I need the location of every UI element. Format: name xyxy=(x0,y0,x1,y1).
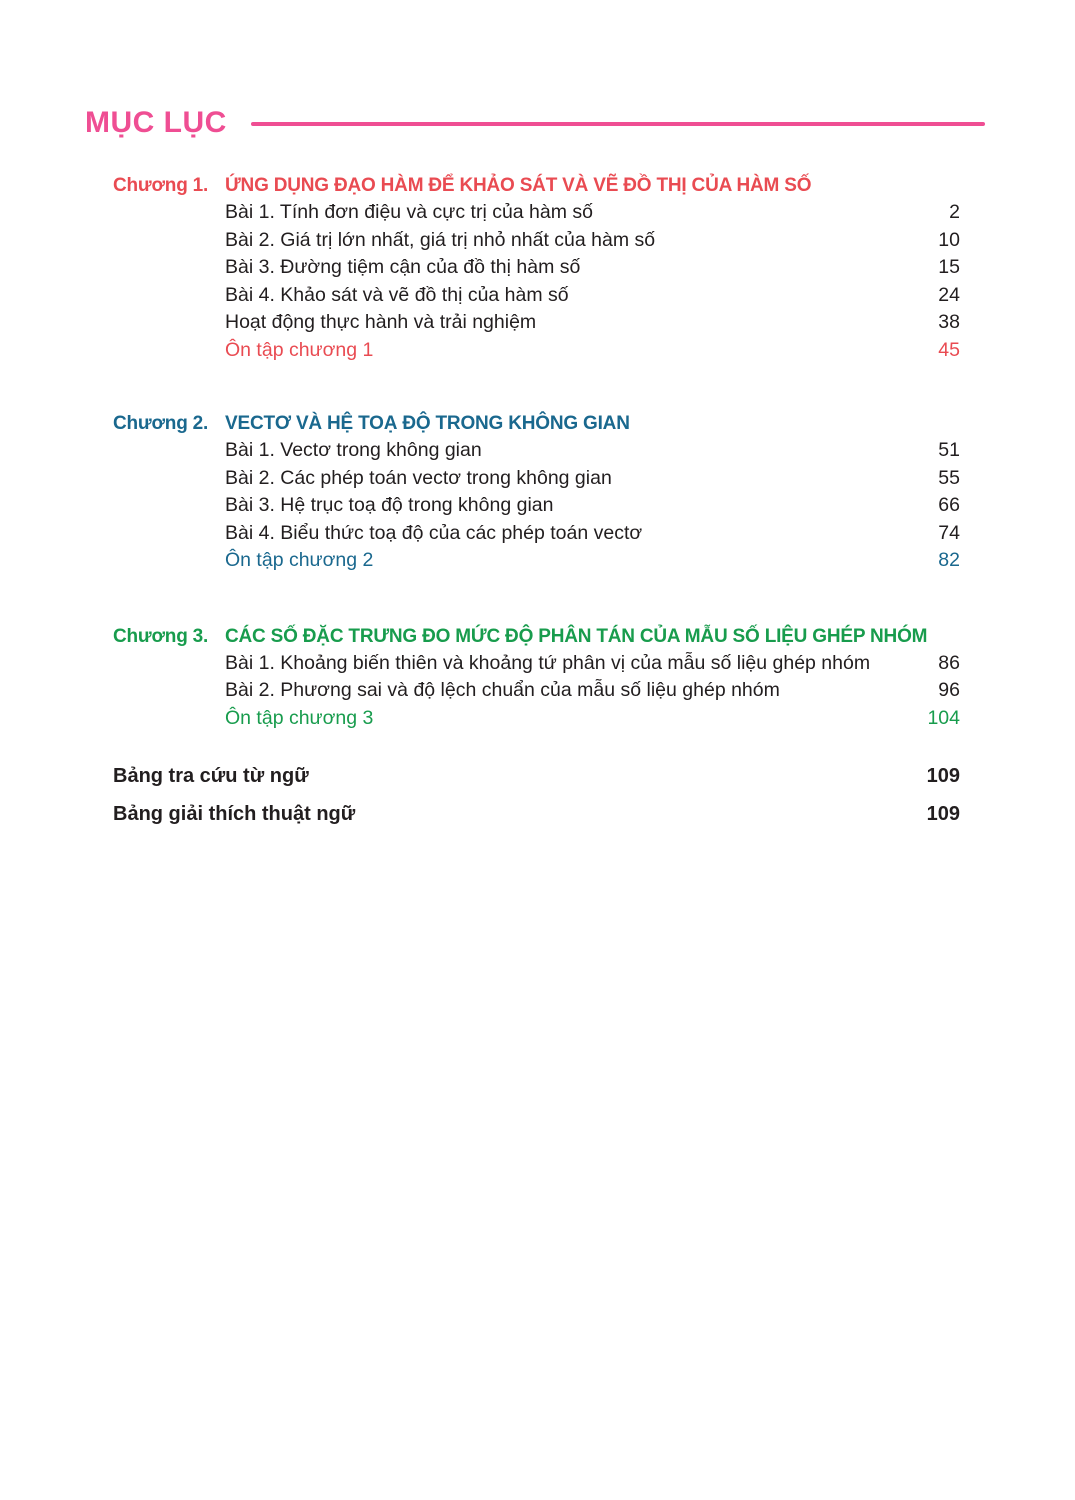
toc-entry-page: 74 xyxy=(938,521,960,544)
toc-entry-page: 45 xyxy=(938,338,960,361)
toc-entry-title: Bài 4. Khảo sát và vẽ đồ thị của hàm số xyxy=(225,283,569,306)
toc-entry-title: Bài 3. Hệ trục toạ độ trong không gian xyxy=(225,494,554,516)
chapter-3-section xyxy=(113,623,960,733)
toc-entry xyxy=(225,520,960,548)
toc-entry-page: 24 xyxy=(938,283,960,306)
toc-entry-title: Bài 2. Giá trị lớn nhất, giá trị nhỏ nhất của hàm số xyxy=(225,228,656,251)
toc-entry-title: Bài 2. Phương sai và độ lệch chuẩn của mẫu số liệu ghép nhóm xyxy=(225,679,780,701)
toc-entry xyxy=(225,254,960,282)
toc-entry-review xyxy=(225,705,960,733)
chapter-3-items xyxy=(225,650,960,733)
toc-header xyxy=(0,0,1075,140)
chapter-2-title: VECTƠ VÀ HỆ TOẠ ĐỘ TRONG KHÔNG GIAN xyxy=(225,413,630,434)
toc-entry xyxy=(225,199,960,227)
glossary-entry-title: Bảng tra cứu từ ngữ xyxy=(113,765,309,787)
toc-entry-page: 51 xyxy=(938,439,960,461)
page-title: MỤC LỤC xyxy=(85,106,227,139)
toc-entry-title: Bài 1. Vectơ trong không gian xyxy=(225,439,482,461)
toc-entry-title: Bài 1. Khoảng biến thiên và khoảng tứ phân vị của mẫu số liệu ghép nhóm xyxy=(225,651,871,674)
glossary-entry-page: 109 xyxy=(926,765,960,787)
chapter-3-label: Chương 3. xyxy=(113,625,209,647)
chapter-1-label: Chương 1. xyxy=(113,175,209,196)
chapter-1-section xyxy=(113,172,960,364)
toc-entry-title: Bài 1. Tính đơn điệu và cực trị của hàm số xyxy=(225,201,593,223)
chapter-1-heading xyxy=(113,172,960,199)
chapter-1-title: ỨNG DỤNG ĐẠO HÀM ĐỂ KHẢO SÁT VÀ VẼ ĐỒ THỊ CỦA HÀM SỐ xyxy=(225,175,812,196)
glossary-entry-page: 109 xyxy=(926,803,960,825)
toc-entry-title: Bài 2. Các phép toán vectơ trong không gian xyxy=(225,466,612,489)
footer-links xyxy=(113,763,960,828)
toc-entry xyxy=(225,465,960,493)
toc-entry-review xyxy=(225,337,960,365)
toc-entry-review xyxy=(225,547,960,575)
chapter-1-items xyxy=(225,199,960,364)
toc-entry xyxy=(225,492,960,520)
toc-entry-page: 96 xyxy=(938,679,960,701)
toc-entry-title: Bài 4. Biểu thức toạ độ của các phép toán vectơ xyxy=(225,521,643,544)
toc-entry-page: 82 xyxy=(938,549,960,571)
chapter-2-section xyxy=(113,410,960,575)
glossary-entry-title: Bảng giải thích thuật ngữ xyxy=(113,803,356,825)
toc-entry-page: 104 xyxy=(927,706,960,729)
toc-entry xyxy=(225,227,960,255)
chapter-2-heading xyxy=(113,410,960,437)
chapter-2-items xyxy=(225,437,960,575)
toc-entry-title: Ôn tập chương 2 xyxy=(225,549,374,571)
toc-entry-page: 15 xyxy=(938,256,960,278)
title-rule xyxy=(251,122,985,126)
glossary-entry xyxy=(113,763,960,790)
toc-entry-title: Ôn tập chương 1 xyxy=(225,338,374,361)
chapter-3-title: CÁC SỐ ĐẶC TRƯNG ĐO MỨC ĐỘ PHÂN TÁN CỦA MẪU SỐ LIỆU GHÉP NHÓM xyxy=(225,625,928,647)
toc-entry-title: Bài 3. Đường tiệm cận của đồ thị hàm số xyxy=(225,256,581,278)
toc-entry xyxy=(225,309,960,337)
toc-entry-page: 66 xyxy=(938,494,960,516)
toc-entry xyxy=(225,282,960,310)
chapter-2-label: Chương 2. xyxy=(113,413,209,434)
toc-entry-page: 10 xyxy=(938,228,960,251)
toc-entry xyxy=(225,677,960,705)
toc-entry xyxy=(225,437,960,465)
toc-entry-page: 38 xyxy=(938,311,960,333)
chapter-3-heading xyxy=(113,623,960,650)
toc-entry-page: 2 xyxy=(949,201,960,223)
toc-entry-page: 55 xyxy=(938,466,960,489)
toc-entry xyxy=(225,650,960,678)
toc-entry-title: Ôn tập chương 3 xyxy=(225,706,374,729)
glossary-entry xyxy=(113,801,960,828)
toc-entry-page: 86 xyxy=(938,651,960,674)
toc-entry-title: Hoạt động thực hành và trải nghiệm xyxy=(225,311,537,333)
